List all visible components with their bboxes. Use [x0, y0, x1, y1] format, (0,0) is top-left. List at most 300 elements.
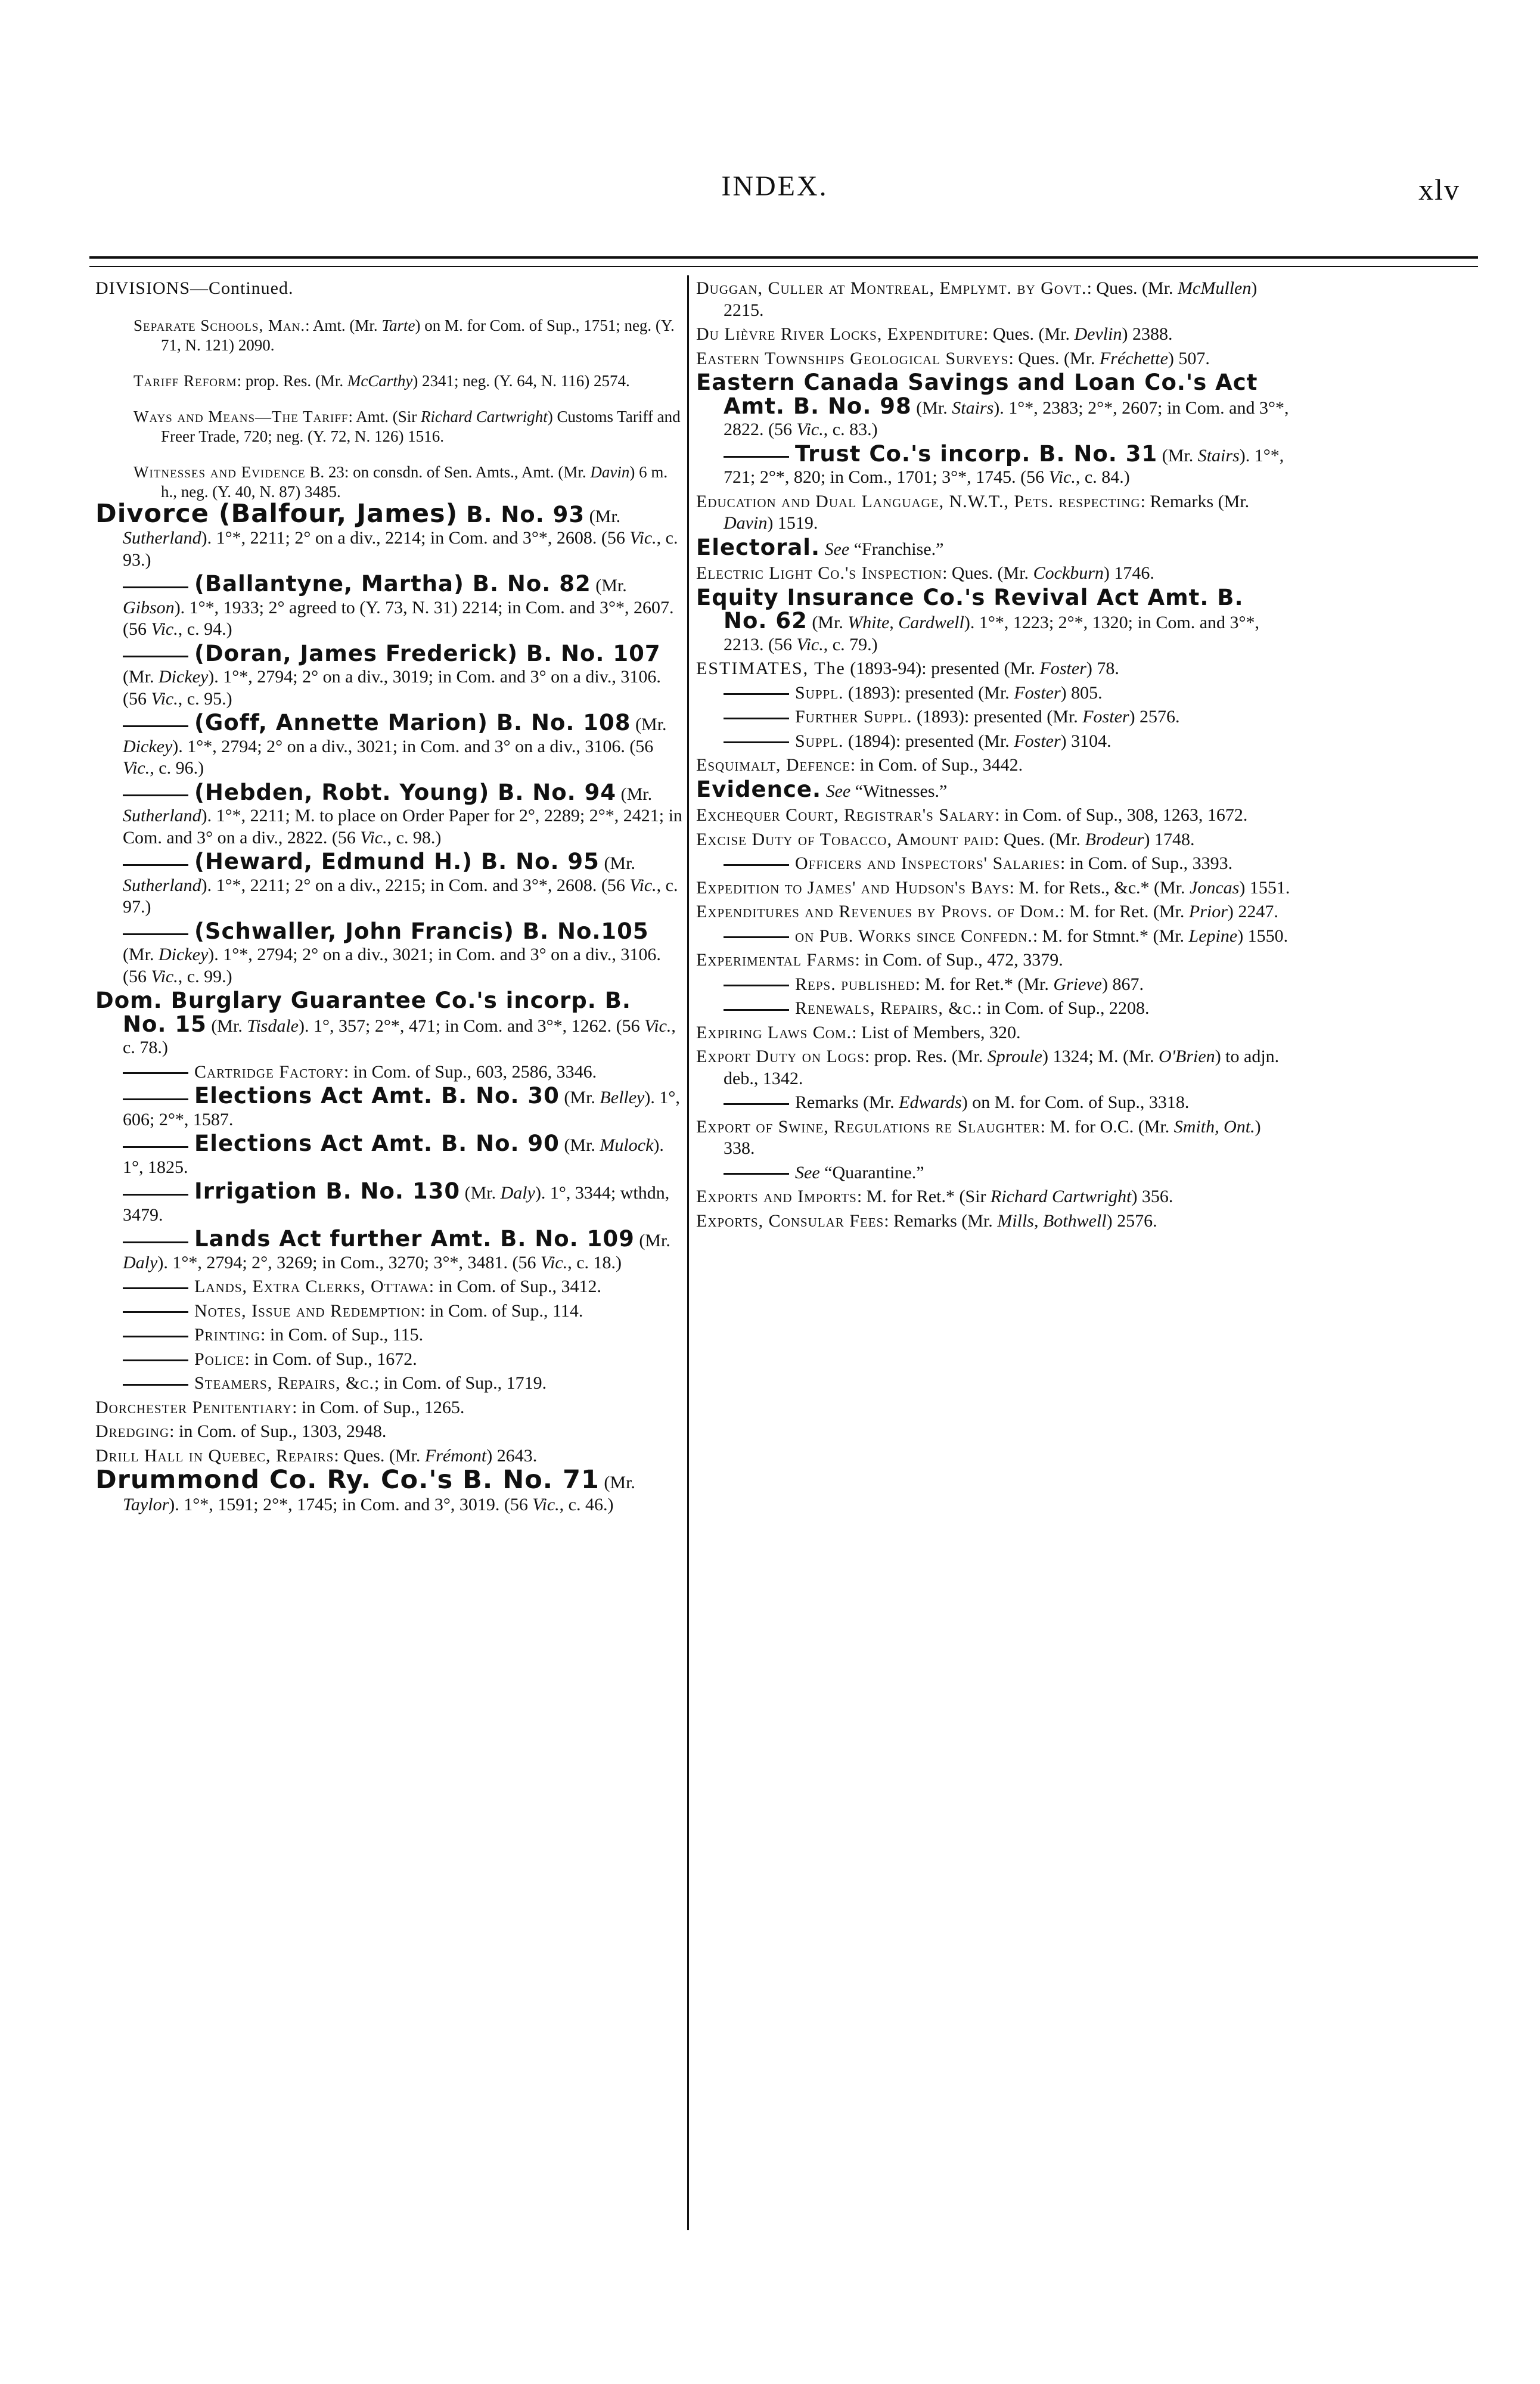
- ditto-dash: [123, 933, 188, 935]
- entry-text-run: (Mr.: [591, 576, 627, 595]
- entry-text-run: Experimental Farms: [696, 950, 855, 970]
- entry-text-run: Vic.: [796, 634, 824, 654]
- entry-text-run: Tarte: [381, 316, 415, 334]
- entry-text-run: Foster: [1039, 659, 1086, 678]
- entry-text-run: (Mr.: [1157, 445, 1198, 465]
- entry-text-run: Irrigation B. No. 130: [194, 1178, 461, 1204]
- entry-text-run: , c. 96.): [150, 758, 204, 778]
- entry-text-run: ) 1519.: [767, 513, 818, 533]
- entry-text-run: Separate Schools, Man.: [133, 316, 306, 334]
- ditto-dash: [724, 1173, 789, 1175]
- entry-text-run: Edwards: [899, 1092, 962, 1112]
- entry-text-run: Smith, Ont.: [1173, 1116, 1255, 1137]
- index-entry: [696, 491, 1292, 535]
- entry-text-run: Exports, Consular Fees: [696, 1210, 884, 1231]
- ditto-dash: [724, 936, 789, 938]
- entry-text-run: : M. for Ret.* (Sir: [856, 1187, 991, 1206]
- page-title: INDEX.: [721, 170, 828, 202]
- index-entry: [696, 776, 1292, 803]
- index-entry: [696, 348, 1292, 370]
- index-continuation-entry: [95, 1228, 682, 1274]
- entry-text-run: (Mr.: [585, 506, 621, 526]
- index-entry: [696, 1186, 1292, 1208]
- entry-text-run: Sproule: [987, 1047, 1042, 1066]
- entry-text-run: ). 1°, 1825.: [123, 1135, 664, 1177]
- entry-text-run: Divorce (Balfour, James): [95, 498, 458, 529]
- entry-text-run: Brodeur: [1085, 829, 1144, 849]
- index-entry: [696, 755, 1292, 777]
- entry-text-run: , c. 97.): [123, 875, 678, 917]
- entry-text-run: See: [824, 539, 850, 559]
- entry-text-run: , c. 93.): [123, 528, 678, 570]
- entry-text-run: Foster: [1014, 682, 1061, 703]
- entry-text-run: Exports and Imports: [696, 1187, 857, 1206]
- ditto-dash: [123, 1336, 188, 1337]
- entry-text-run: (Goff, Annette Marion): [194, 710, 488, 735]
- entry-text-run: Vic.: [1048, 467, 1076, 487]
- entry-text-run: Dickey: [159, 945, 209, 964]
- index-continuation-entry: [95, 1373, 682, 1395]
- index-entry: [696, 877, 1292, 899]
- entry-text-run: Joncas: [1190, 877, 1240, 898]
- entry-text-run: Sutherland: [123, 528, 201, 548]
- entry-text-run: Belley: [600, 1088, 645, 1107]
- entry-text-run: : in Com. of Sup., 2208.: [977, 998, 1150, 1018]
- entry-text-run: (Mr.: [634, 1231, 670, 1250]
- entry-text-run: ) 356.: [1131, 1187, 1173, 1206]
- index-entry: [696, 805, 1292, 827]
- entry-text-run: ) 6 m. h., neg. (Y. 40, N. 87) 3485.: [161, 462, 668, 501]
- entry-text-run: Esquimalt, Defence: [696, 755, 850, 775]
- entry-text-run: ). 1°*, 2794; 2° on a div., 3019; in Com. and 3° on a div., 3106. (56: [123, 667, 661, 709]
- index-entry: [95, 990, 682, 1059]
- entry-text-run: : in Com. of Sup., 472, 3379.: [855, 950, 1063, 970]
- index-continuation-entry: [95, 851, 682, 918]
- entry-text-run: : in Com. of Sup., 1303, 2948.: [169, 1421, 387, 1441]
- entry-text-run: Police: [194, 1349, 245, 1369]
- entry-text-run: ESTIMATES, The: [696, 659, 846, 678]
- ditto-dash: [123, 794, 188, 796]
- entry-text-run: B. No. 93: [458, 501, 585, 527]
- entry-text-run: : Amt. (Mr.: [305, 316, 382, 334]
- entry-text-run: Witnesses and Evidence: [133, 462, 306, 481]
- entry-text-run: ). 1°*, 1223; 2°*, 1320; in Com. and 3°*, 2213. (56: [724, 613, 1260, 654]
- index-subentry: [95, 371, 682, 391]
- ditto-dash: [123, 1098, 188, 1100]
- index-entry: [696, 534, 1292, 561]
- entry-text-run: ) 2215.: [724, 278, 1258, 320]
- index-entry: [696, 949, 1292, 971]
- entry-text-run: Suppl.: [795, 682, 844, 703]
- entry-text-run: Suppl.: [795, 731, 844, 751]
- entry-text-run: Electoral.: [696, 534, 821, 560]
- entry-text-run: ) 1551.: [1239, 877, 1290, 898]
- entry-text-run: Tariff Reform: [133, 371, 237, 390]
- index-entry: [95, 1421, 682, 1443]
- entry-text-run: Tisdale: [247, 1016, 299, 1036]
- index-entry: [95, 1445, 682, 1467]
- entry-text-run: : M. for Ret. (Mr.: [1060, 902, 1189, 921]
- entry-text-run: Foster: [1014, 731, 1061, 751]
- entry-text-run: (Mr.: [123, 667, 159, 687]
- index-continuation-entry: [696, 731, 1292, 753]
- entry-text-run: Vic.: [540, 1252, 568, 1272]
- entry-text-run: Davin: [724, 513, 768, 533]
- entry-text-run: Dom. Burglary Guarantee Co.'s incorp. B. No. 15: [95, 988, 631, 1037]
- entry-text-run: Mills, Bothwell: [997, 1210, 1107, 1231]
- index-section-heading: [95, 278, 682, 300]
- ditto-dash: [724, 456, 789, 458]
- entry-text-run: on Pub. Works since Confedn.: [795, 926, 1033, 946]
- entry-text-run: Expenditures and Revenues by Provs. of Dom.: [696, 902, 1060, 921]
- index-continuation-entry: [95, 779, 682, 849]
- entry-text-run: See: [795, 1162, 820, 1182]
- entry-text-run: : in Com. of Sup., 1265.: [292, 1397, 465, 1417]
- entry-text-run: Vic.: [151, 619, 178, 639]
- index-entry: [95, 1465, 682, 1516]
- index-entry: [696, 1210, 1292, 1233]
- ditto-dash: [123, 1359, 188, 1361]
- index-entry: [696, 278, 1292, 321]
- entry-text-run: (Mr.: [559, 1135, 600, 1155]
- entry-text-run: ) 1746.: [1103, 563, 1154, 583]
- entry-text-run: Dredging: [95, 1421, 170, 1441]
- entry-text-run: Eastern Canada Savings and Loan Co.'s Act Amt. B. No. 98: [696, 370, 1258, 419]
- index-continuation-entry: [696, 926, 1292, 948]
- entry-text-run: : List of Members, 320.: [852, 1022, 1021, 1042]
- entry-text-run: ) 2576.: [1129, 707, 1180, 727]
- entry-text-run: : M. for Ret.* (Mr.: [915, 974, 1054, 994]
- entry-text-run: , c. 98.): [387, 827, 442, 848]
- entry-text-run: Duggan, Culler at Montreal, Emplymt. by Govt.: [696, 278, 1087, 298]
- entry-text-run: : in Com. of Sup., 114.: [420, 1300, 583, 1321]
- entry-text-run: ) 1748.: [1144, 829, 1195, 849]
- entry-text-run: Remarks (Mr.: [795, 1092, 899, 1112]
- entry-text-run: (Mr.: [616, 784, 653, 804]
- entry-text-run: “Quarantine.”: [819, 1162, 924, 1182]
- index-continuation-entry: [95, 1178, 682, 1226]
- entry-text-run: (Heward, Edmund H.): [194, 849, 473, 874]
- entry-text-run: : in Com. of Sup., 3442.: [850, 755, 1023, 775]
- entry-text-run: Trust Co.'s incorp. B. No. 31: [795, 440, 1158, 467]
- entry-text-run: : in Com. of Sup., 115.: [260, 1325, 424, 1345]
- ditto-dash: [724, 693, 789, 695]
- entry-text-run: Export Duty on Logs: [696, 1047, 865, 1066]
- entry-text-run: ) 78.: [1086, 659, 1119, 678]
- ditto-dash: [724, 1103, 789, 1105]
- entry-text-run: (1893): presented (Mr.: [843, 682, 1014, 703]
- entry-text-run: Vic.: [644, 1016, 672, 1036]
- entry-text-run: B. No. 108: [488, 710, 631, 735]
- ditto-dash: [123, 1146, 188, 1148]
- entry-text-run: Renewals, Repairs, &c.: [795, 998, 977, 1018]
- entry-text-run: Daly: [500, 1183, 535, 1203]
- ditto-dash: [123, 1384, 188, 1386]
- entry-text-run: (Mr.: [599, 1473, 635, 1492]
- entry-text-run: : in Com. of Sup., 1672.: [244, 1349, 417, 1369]
- entry-text-run: Eastern Townships Geological Surveys: [696, 348, 1009, 368]
- entry-text-run: Elections Act Amt. B. No. 90: [194, 1131, 560, 1156]
- entry-text-run: (Mr.: [807, 613, 848, 632]
- entry-text-run: ) 507.: [1168, 348, 1210, 368]
- entry-text-run: (Hebden, Robt. Young): [194, 779, 490, 805]
- index-continuation-entry: [696, 682, 1292, 704]
- entry-text-run: ) on M. for Com. of Sup., 3318.: [961, 1092, 1190, 1112]
- entry-text-run: Officers and Inspectors' Salaries: [795, 853, 1060, 873]
- index-continuation-entry: [95, 1276, 682, 1298]
- entry-text-run: [820, 539, 825, 559]
- entry-text-run: ). 1°*, 2211; 2° on a div., 2215; in Com. and 3°*, 2608. (56: [201, 875, 630, 895]
- header-rule-thick: [89, 256, 1478, 259]
- index-continuation-entry: [95, 1349, 682, 1371]
- entry-text-run: : M. for Stmnt.* (Mr.: [1032, 926, 1189, 946]
- entry-text-run: Education and Dual Language, N.W.T., Pets. respecting: [696, 491, 1141, 511]
- index-continuation-entry: [95, 1061, 682, 1084]
- entry-text-run: : Amt. (Sir: [348, 407, 421, 426]
- entry-text-run: ). 1°*, 1591; 2°*, 1745; in Com. and 3°, 3019. (56: [169, 1494, 533, 1514]
- index-continuation-entry: [696, 1162, 1292, 1184]
- entry-text-run: : Remarks (Mr.: [1140, 491, 1250, 511]
- entry-text-run: Lepine: [1188, 926, 1238, 946]
- entry-text-run: ). 1°*, 2794; 2° on a div., 3021; in Com. and 3° on a div., 3106. (56: [123, 945, 661, 986]
- ditto-dash: [123, 1072, 188, 1074]
- entry-text-run: ) 338.: [724, 1116, 1261, 1158]
- entry-text-run: (Mr.: [631, 715, 667, 734]
- entry-text-run: Vic.: [532, 1494, 560, 1514]
- entry-text-run: : in Com. of Sup., 308, 1263, 1672.: [995, 805, 1248, 825]
- entry-text-run: Export of Swine, Regulations re Slaughter: [696, 1116, 1041, 1137]
- entry-text-run: (Mr.: [206, 1016, 247, 1036]
- entry-text-run: : Ques. (Mr.: [994, 829, 1085, 849]
- entry-text-run: : Ques. (Mr.: [334, 1445, 425, 1466]
- entry-text-run: : in Com. of Sup., 603, 2586, 3346.: [343, 1061, 597, 1082]
- entry-text-run: (Mr.: [559, 1088, 600, 1107]
- entry-text-run: Vic.: [796, 420, 824, 439]
- entry-text-run: ) on M. for Com. of Sup., 1751; neg. (Y. 71, N. 121) 2090.: [161, 316, 675, 354]
- entry-text-run: Gibson: [123, 597, 175, 617]
- index-entry: [696, 372, 1292, 441]
- ditto-dash: [724, 864, 789, 866]
- entry-text-run: Vic.: [360, 827, 387, 848]
- entry-text-run: ). 1°, 606; 2°*, 1587.: [123, 1088, 680, 1129]
- entry-text-run: , c. 83.): [823, 420, 878, 439]
- index-entry: [696, 829, 1292, 851]
- index-continuation-entry: [696, 974, 1292, 996]
- entry-text-run: Foster: [1082, 707, 1129, 727]
- entry-text-run: (Ballantyne, Martha): [194, 571, 464, 597]
- entry-text-run: Drill Hall in Quebec, Repairs: [95, 1445, 334, 1466]
- entry-text-run: (Doran, James Frederick): [194, 640, 518, 666]
- entry-text-run: Drummond Co. Ry. Co.'s B. No. 71: [95, 1465, 600, 1495]
- index-continuation-entry: [95, 1324, 682, 1346]
- entry-text-run: (1893): presented (Mr.: [912, 707, 1083, 727]
- entry-text-run: O'Brien: [1158, 1047, 1215, 1066]
- page-header: [89, 170, 1460, 218]
- entry-text-run: Further Suppl.: [795, 707, 912, 727]
- entry-text-run: Cartridge Factory: [194, 1061, 344, 1082]
- index-entry: [696, 1022, 1292, 1044]
- entry-text-run: Equity Insurance Co.'s Revival Act Amt. B. No. 62: [696, 584, 1244, 634]
- entry-text-run: ). 1°, 357; 2°*, 471; in Com. and 3°*, 1262. (56: [299, 1016, 645, 1036]
- entry-text-run: B. No. 107: [518, 640, 661, 666]
- entry-text-run: , c. 78.): [123, 1016, 676, 1057]
- entry-text-run: Elections Act Amt. B. No. 30: [194, 1083, 560, 1109]
- entry-text-run: ). 1°, 3344; wthdn, 3479.: [123, 1183, 670, 1225]
- entry-text-run: : in Com. of Sup., 3412.: [429, 1277, 601, 1296]
- entry-text-run: ) 3104.: [1060, 731, 1111, 751]
- entry-text-run: Lands Act further Amt. B. No. 109: [194, 1226, 635, 1252]
- entry-text-run: : Ques. (Mr.: [942, 563, 1033, 583]
- index-entry: [95, 1397, 682, 1419]
- index-column-left: [95, 278, 682, 1518]
- entry-text-run: ). 1°*, 721; 2°*, 820; in Com., 1701; 3°*, 1745. (56: [724, 445, 1284, 487]
- entry-text-run: ) 2247.: [1227, 902, 1278, 921]
- ditto-dash: [123, 725, 188, 727]
- entry-text-run: McCarthy: [347, 371, 413, 390]
- entry-text-run: (Mr.: [911, 398, 952, 418]
- entry-text-run: Vic.: [151, 966, 178, 986]
- ditto-dash: [724, 741, 789, 743]
- header-rule-thin: [89, 266, 1478, 267]
- entry-text-run: : Remarks (Mr.: [884, 1210, 998, 1231]
- entry-text-run: (Mr.: [123, 945, 159, 964]
- entry-text-run: Dorchester Penitentiary: [95, 1397, 293, 1417]
- entry-text-run: Vic.: [123, 758, 150, 778]
- entry-text-run: Dickey: [123, 736, 173, 756]
- index-continuation-entry: [95, 918, 682, 988]
- entry-text-run: Taylor: [123, 1494, 169, 1514]
- entry-text-run: Devlin: [1074, 324, 1122, 344]
- entry-text-run: , c. 95.): [178, 688, 232, 709]
- entry-text-run: Vic.: [151, 688, 178, 709]
- entry-text-run: Cockburn: [1033, 563, 1104, 583]
- index-entry: [696, 901, 1292, 923]
- index-subentry: [95, 462, 682, 502]
- entry-text-run: (1894): presented (Mr.: [843, 731, 1014, 751]
- entry-text-run: Du Lièvre River Locks, Expenditure: [696, 324, 983, 344]
- ditto-dash: [724, 1009, 789, 1011]
- entry-text-run: Fréchette: [1099, 348, 1168, 368]
- entry-text-run: Reps. published: [795, 974, 915, 994]
- entry-text-run: [821, 781, 826, 801]
- entry-text-run: ). 1°*, 2383; 2°*, 2607; in Com. and 3°*, 2822. (56: [724, 398, 1289, 439]
- ditto-dash: [724, 985, 789, 986]
- entry-text-run: Vic.: [629, 528, 657, 548]
- entry-text-run: B. No. 82: [464, 571, 591, 597]
- entry-text-run: Sutherland: [123, 806, 201, 825]
- entry-text-run: Davin: [590, 462, 630, 481]
- entry-text-run: White, Cardwell: [847, 613, 964, 632]
- entry-text-run: , c. 94.): [178, 619, 232, 639]
- entry-text-run: “Witnesses.”: [850, 781, 948, 801]
- index-continuation-entry: [696, 853, 1292, 875]
- entry-text-run: Frémont: [424, 1445, 487, 1466]
- index-continuation-entry: [95, 1300, 682, 1323]
- entry-text-run: Evidence.: [696, 776, 822, 802]
- entry-text-run: : M. for Rets., &c.* (Mr.: [1009, 877, 1190, 898]
- section-heading-text: DIVISIONS—Continued.: [95, 278, 294, 298]
- entry-text-run: ) 867.: [1102, 974, 1144, 994]
- entry-text-run: , c. 79.): [823, 634, 878, 654]
- index-column-right: [696, 278, 1292, 1234]
- ditto-dash: [123, 1194, 188, 1196]
- entry-text-run: (Mr.: [460, 1183, 501, 1203]
- index-continuation-entry: [95, 1133, 682, 1178]
- entry-text-run: , c. 84.): [1075, 467, 1130, 487]
- index-subentry: [95, 316, 682, 355]
- entry-text-run: : Ques. (Mr.: [1086, 278, 1178, 298]
- entry-text-run: ) Customs Tariff and Freer Trade, 720; neg. (Y. 72, N. 126) 1516.: [161, 407, 681, 445]
- entry-text-run: Stairs: [1197, 445, 1240, 465]
- entry-text-run: Lands, Extra Clerks, Ottawa: [194, 1277, 429, 1296]
- entry-text-run: , c. 99.): [178, 966, 232, 986]
- entry-text-run: Mulock: [600, 1135, 654, 1155]
- entry-text-run: : Ques. (Mr.: [983, 324, 1075, 344]
- entry-text-run: Steamers, Repairs, &c.: [194, 1373, 374, 1393]
- entry-text-run: Richard Cartwright: [420, 407, 548, 426]
- entry-text-run: Ways and Means—The Tariff: [133, 407, 349, 426]
- entry-text-run: B. No. 95: [473, 849, 600, 874]
- entry-text-run: ). 1°*, 1933; 2° agreed to (Y. 73, N. 31) 2214; in Com. and 3°*, 2607. (56: [123, 597, 674, 639]
- entry-text-run: ; in Com. of Sup., 1719.: [374, 1373, 547, 1393]
- entry-text-run: ) 2576.: [1106, 1210, 1157, 1231]
- ditto-dash: [724, 718, 789, 719]
- entry-text-run: : prop. Res. (Mr.: [237, 371, 347, 390]
- index-continuation-entry: [95, 1085, 682, 1131]
- entry-text-run: Exchequer Court, Registrar's Salary: [696, 805, 995, 825]
- entry-text-run: Notes, Issue and Redemption: [194, 1300, 421, 1321]
- entry-text-run: Vic.: [629, 875, 657, 895]
- index-entry: [696, 584, 1292, 656]
- entry-text-run: ) 805.: [1060, 682, 1103, 703]
- index-entry: [696, 658, 1292, 680]
- entry-text-run: ). 1°*, 2794; 2°, 3269; in Com., 3270; 3°*, 3481. (56: [157, 1252, 541, 1272]
- entry-text-run: , c. 46.): [559, 1494, 614, 1514]
- entry-text-run: ) 2388.: [1122, 324, 1173, 344]
- entry-text-run: (1893-94): presented (Mr.: [845, 659, 1040, 678]
- index-continuation-entry: [95, 573, 682, 641]
- entry-text-run: Dickey: [159, 667, 209, 687]
- entry-text-run: : Ques. (Mr.: [1008, 348, 1100, 368]
- entry-text-run: Stairs: [952, 398, 994, 418]
- ditto-dash: [123, 1287, 188, 1289]
- entry-text-run: Grieve: [1053, 974, 1102, 994]
- ditto-dash: [123, 1311, 188, 1313]
- index-entry: [95, 498, 682, 572]
- index-continuation-entry: [696, 1092, 1292, 1114]
- ditto-dash: [123, 586, 188, 588]
- entry-text-run: B. No.105: [514, 918, 649, 944]
- entry-text-run: : prop. Res. (Mr.: [864, 1047, 988, 1066]
- ditto-dash: [123, 1241, 188, 1243]
- index-continuation-entry: [696, 998, 1292, 1020]
- entry-text-run: Excise Duty of Tobacco, Amount paid: [696, 829, 995, 849]
- entry-text-run: ). 1°*, 2211; 2° on a div., 2214; in Com. and 3°*, 2608. (56: [201, 528, 630, 548]
- index-continuation-entry: [696, 706, 1292, 728]
- entry-text-run: Prior: [1188, 902, 1228, 921]
- entry-text-run: B. 23: on consdn. of Sen. Amts., Amt. (Mr.: [305, 462, 591, 481]
- entry-text-run: Sutherland: [123, 875, 201, 895]
- entry-text-run: McMullen: [1178, 278, 1252, 298]
- ditto-dash: [123, 656, 188, 657]
- index-entry: [696, 1046, 1292, 1089]
- entry-text-run: , c. 18.): [567, 1252, 622, 1272]
- entry-text-run: See: [825, 781, 851, 801]
- entry-text-run: Richard Cartwright: [991, 1187, 1132, 1206]
- entry-text-run: : in Com. of Sup., 3393.: [1060, 853, 1233, 873]
- index-continuation-entry: [696, 440, 1292, 489]
- index-entry: [696, 563, 1292, 585]
